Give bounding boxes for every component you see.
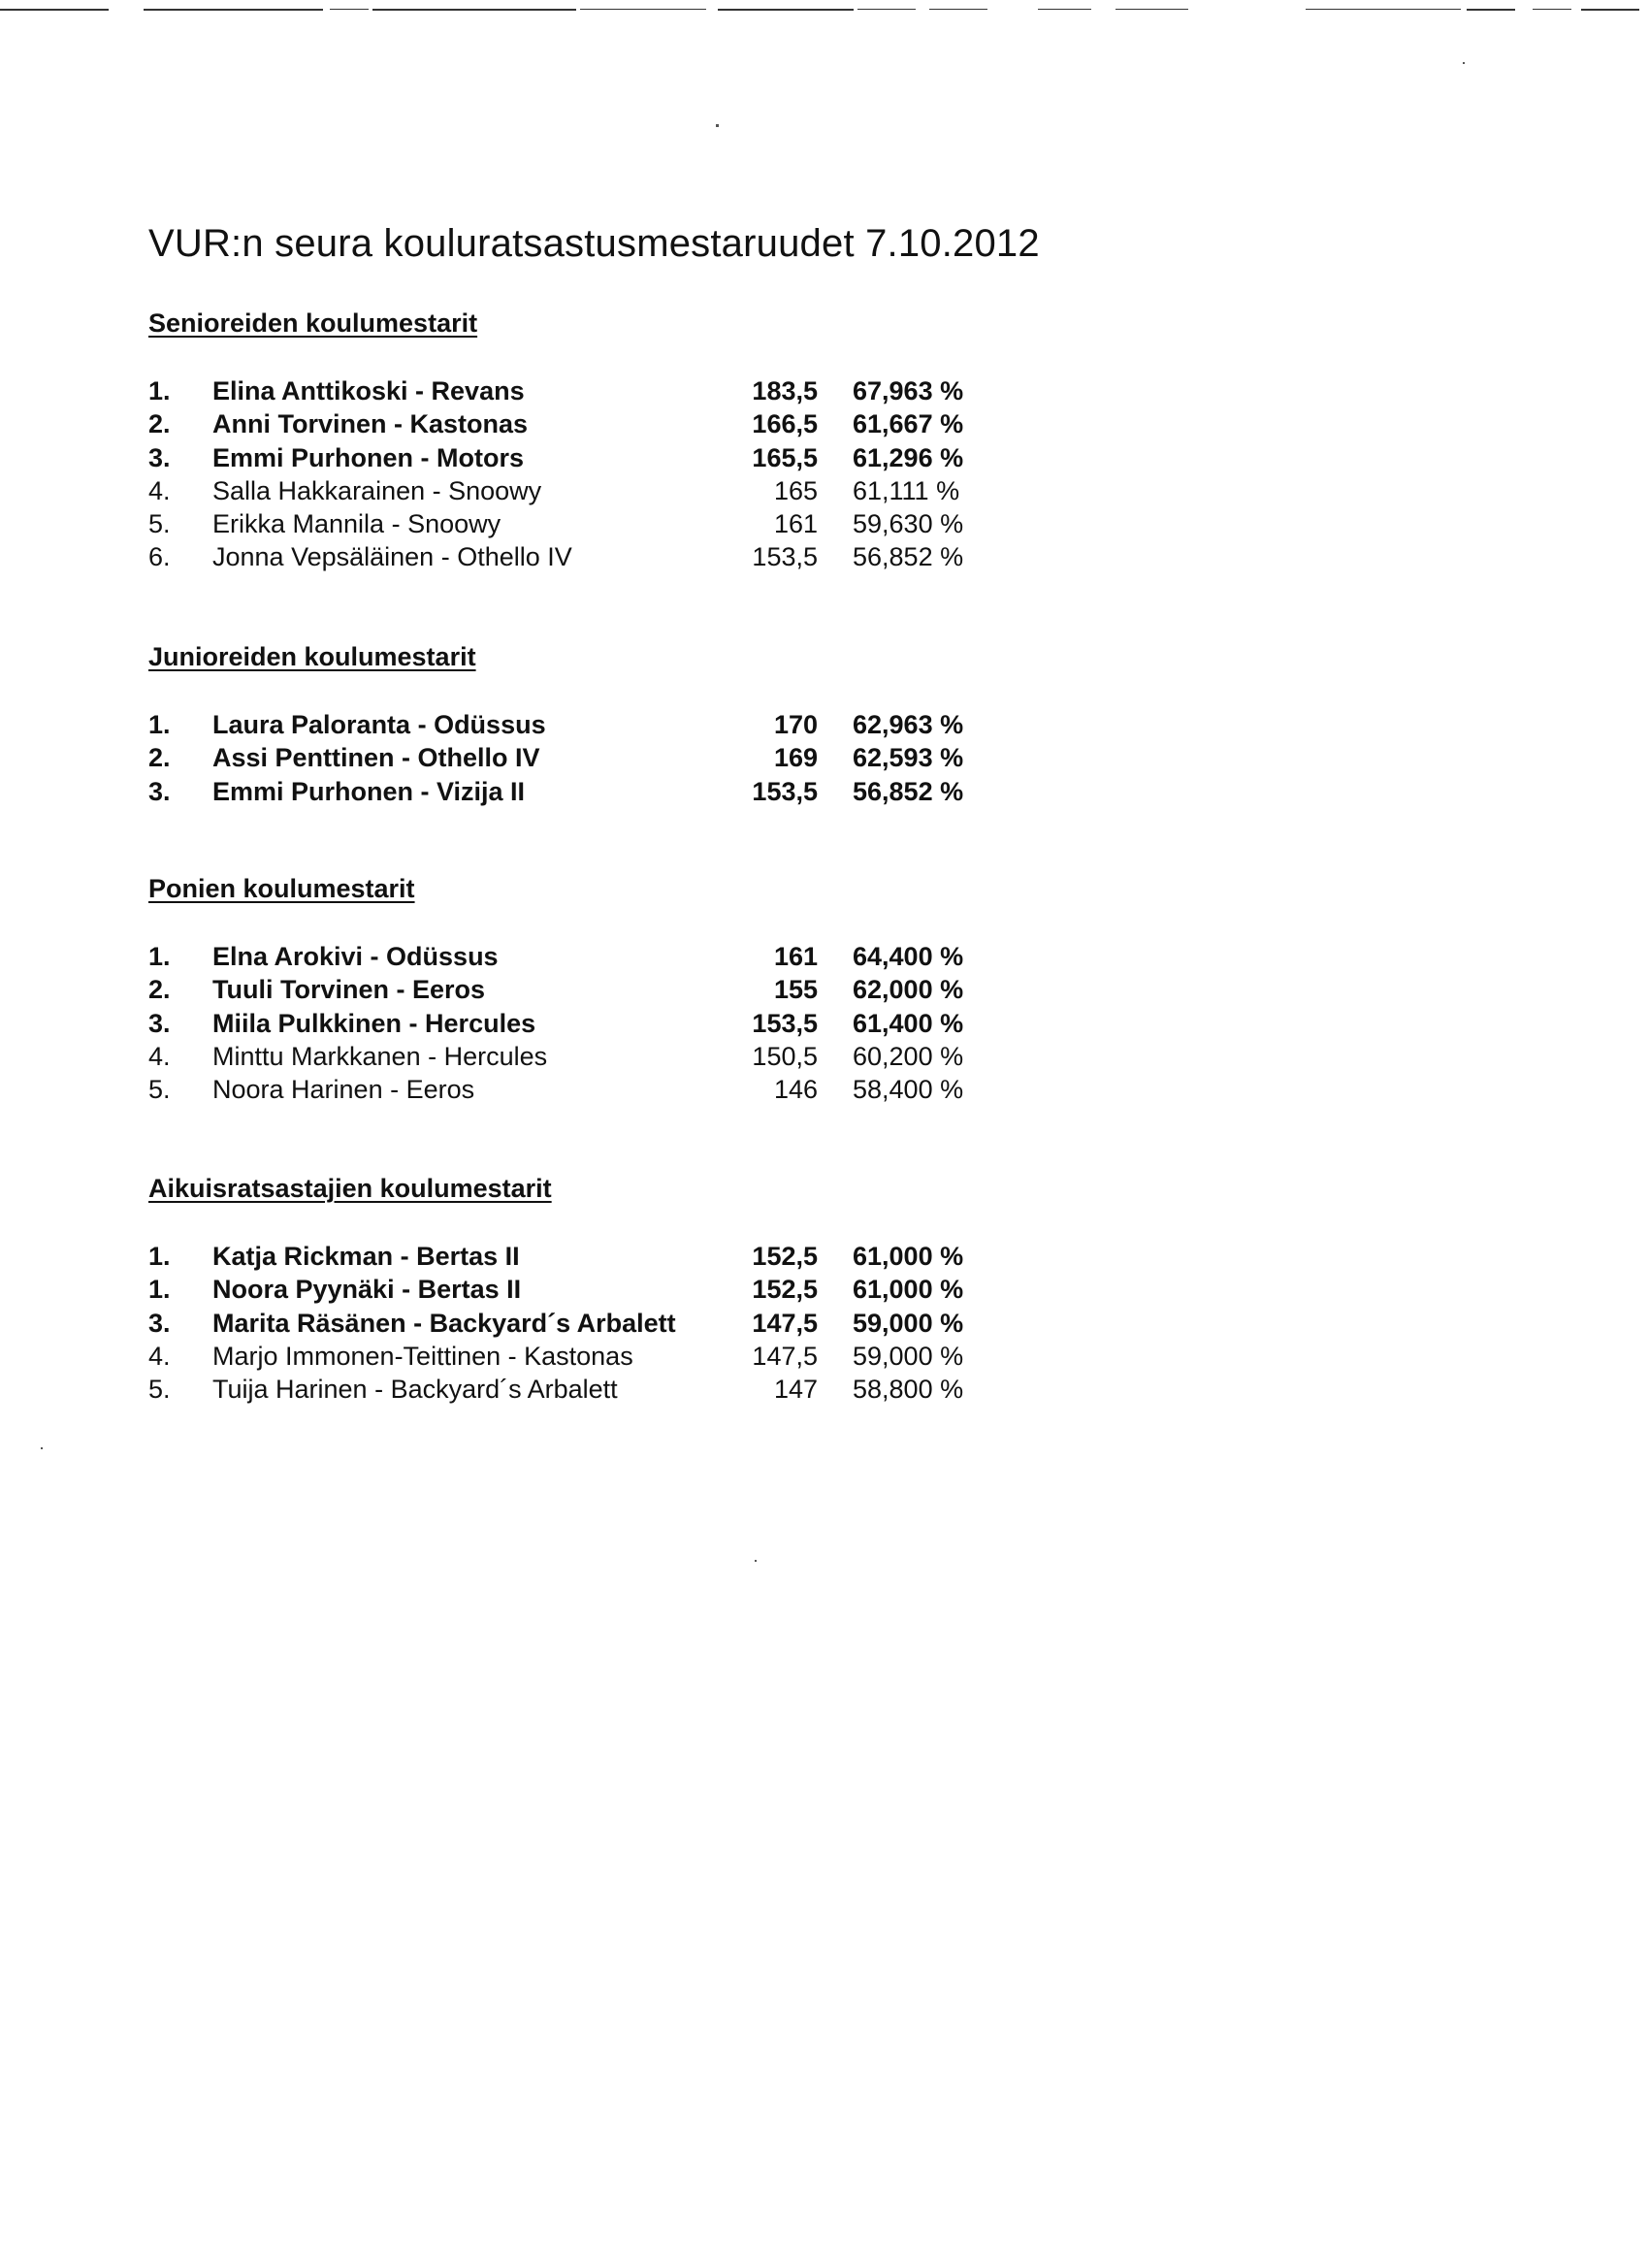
result-row — [148, 1307, 1021, 1340]
percent: 59,000 % — [853, 1308, 964, 1338]
percent: 56,852 % — [853, 776, 964, 806]
rank: 2. — [148, 409, 171, 439]
percent: 62,963 % — [853, 710, 964, 739]
rank: 1. — [148, 376, 171, 405]
rider-horse: Emmi Purhonen - Motors — [212, 442, 525, 472]
result-row — [148, 940, 1021, 973]
score: 152,5 — [752, 1275, 818, 1305]
rank: 5. — [148, 1075, 171, 1105]
percent: 58,400 % — [853, 1075, 964, 1105]
rider-horse: Emmi Purhonen - Vizija II — [212, 776, 526, 806]
scan-speck — [41, 1447, 43, 1449]
rider-horse: Assi Penttinen - Othello IV — [212, 743, 540, 773]
rider-horse: Katja Rickman - Bertas II — [212, 1242, 520, 1271]
score: 169 — [773, 743, 818, 773]
score: 161 — [773, 942, 818, 971]
scan-speck — [716, 124, 719, 127]
percent: 58,800 % — [853, 1375, 964, 1405]
rank: 6. — [148, 542, 171, 572]
result-row — [148, 1040, 1021, 1073]
rider-horse: Anni Torvinen - Kastonas — [212, 409, 529, 439]
score: 166,5 — [752, 409, 818, 439]
percent: 61,296 % — [853, 442, 964, 472]
page-title: VUR:n seura kouluratsastusmestaruudet 7.10.2012 — [148, 221, 1040, 265]
rank: 3. — [148, 442, 171, 472]
result-row — [148, 407, 1021, 440]
score: 183,5 — [752, 376, 818, 405]
section-heading: Aikuisratsastajien koulumestarit — [148, 1174, 552, 1203]
rank: 2. — [148, 975, 171, 1005]
rank: 1. — [148, 1242, 171, 1271]
result-row — [148, 374, 1021, 407]
rank: 1. — [148, 1275, 171, 1305]
rank: 5. — [148, 1375, 171, 1405]
rank: 5. — [148, 509, 171, 539]
score: 146 — [773, 1075, 818, 1105]
scan-speck — [1463, 62, 1465, 64]
percent: 61,400 % — [853, 1008, 964, 1038]
result-row — [148, 1340, 1021, 1373]
rider-horse: Laura Paloranta - Odüssus — [212, 710, 546, 739]
score: 147,5 — [752, 1308, 818, 1338]
rank: 4. — [148, 1341, 171, 1371]
score: 170 — [773, 710, 818, 739]
result-row — [148, 540, 1021, 573]
rider-horse: Tuija Harinen - Backyard´s Arbalett — [212, 1375, 618, 1405]
percent: 61,111 % — [853, 475, 960, 505]
rider-horse: Marjo Immonen-Teittinen - Kastonas — [212, 1341, 633, 1371]
section-heading: Ponien koulumestarit — [148, 874, 415, 903]
score: 153,5 — [752, 542, 818, 572]
section-ponies — [148, 872, 1021, 1106]
rank: 3. — [148, 1308, 171, 1338]
score: 147,5 — [752, 1341, 818, 1371]
rank: 1. — [148, 942, 171, 971]
rider-horse: Elina Anttikoski - Revans — [212, 376, 525, 405]
percent: 61,000 % — [853, 1275, 964, 1305]
results-list — [148, 940, 1021, 1106]
results-list — [148, 708, 1021, 808]
rank: 3. — [148, 776, 171, 806]
result-row — [148, 507, 1021, 540]
scan-speck — [755, 1560, 757, 1562]
percent: 61,000 % — [853, 1242, 964, 1271]
percent: 67,963 % — [853, 376, 964, 405]
percent: 62,593 % — [853, 743, 964, 773]
percent: 61,667 % — [853, 409, 964, 439]
result-row — [148, 474, 1021, 507]
score: 165 — [773, 475, 818, 505]
score: 155 — [773, 975, 818, 1005]
section-heading: Junioreiden koulumestarit — [148, 642, 476, 671]
result-row — [148, 441, 1021, 474]
rider-horse: Noora Pyynäki - Bertas II — [212, 1275, 522, 1305]
section-heading: Senioreiden koulumestarit — [148, 308, 478, 338]
rider-horse: Miila Pulkkinen - Hercules — [212, 1008, 536, 1038]
percent: 59,630 % — [853, 509, 964, 539]
result-row — [148, 1073, 1021, 1106]
rider-horse: Noora Harinen - Eeros — [212, 1075, 475, 1105]
rider-horse: Salla Hakkarainen - Snoowy — [212, 475, 542, 505]
section-seniors — [148, 307, 1021, 574]
score: 165,5 — [752, 442, 818, 472]
rider-horse: Minttu Markkanen - Hercules — [212, 1041, 548, 1071]
score: 153,5 — [752, 1008, 818, 1038]
scan-edge-artifacts — [0, 0, 1649, 14]
score: 153,5 — [752, 776, 818, 806]
percent: 60,200 % — [853, 1041, 964, 1071]
result-row — [148, 1007, 1021, 1040]
rider-horse: Erikka Mannila - Snoowy — [212, 509, 501, 539]
result-row — [148, 775, 1021, 808]
percent: 59,000 % — [853, 1341, 964, 1371]
result-row — [148, 1373, 1021, 1406]
rank: 3. — [148, 1008, 171, 1038]
result-row — [148, 1240, 1021, 1273]
rank: 4. — [148, 1041, 171, 1071]
result-row — [148, 1273, 1021, 1306]
section-juniors — [148, 640, 1021, 808]
result-row — [148, 973, 1021, 1006]
result-row — [148, 741, 1021, 774]
score: 147 — [773, 1375, 818, 1405]
percent: 56,852 % — [853, 542, 964, 572]
results-list — [148, 1240, 1021, 1406]
score: 150,5 — [752, 1041, 818, 1071]
rank: 2. — [148, 743, 171, 773]
rider-horse: Elna Arokivi - Odüssus — [212, 942, 499, 971]
section-adults — [148, 1172, 1021, 1406]
rider-horse: Tuuli Torvinen - Eeros — [212, 975, 486, 1005]
rider-horse: Marita Räsänen - Backyard´s Arbalett — [212, 1308, 676, 1338]
score: 161 — [773, 509, 818, 539]
score: 152,5 — [752, 1242, 818, 1271]
rank: 4. — [148, 475, 171, 505]
rank: 1. — [148, 710, 171, 739]
rider-horse: Jonna Vepsäläinen - Othello IV — [212, 542, 572, 572]
results-list — [148, 374, 1021, 574]
percent: 64,400 % — [853, 942, 964, 971]
percent: 62,000 % — [853, 975, 964, 1005]
result-row — [148, 708, 1021, 741]
